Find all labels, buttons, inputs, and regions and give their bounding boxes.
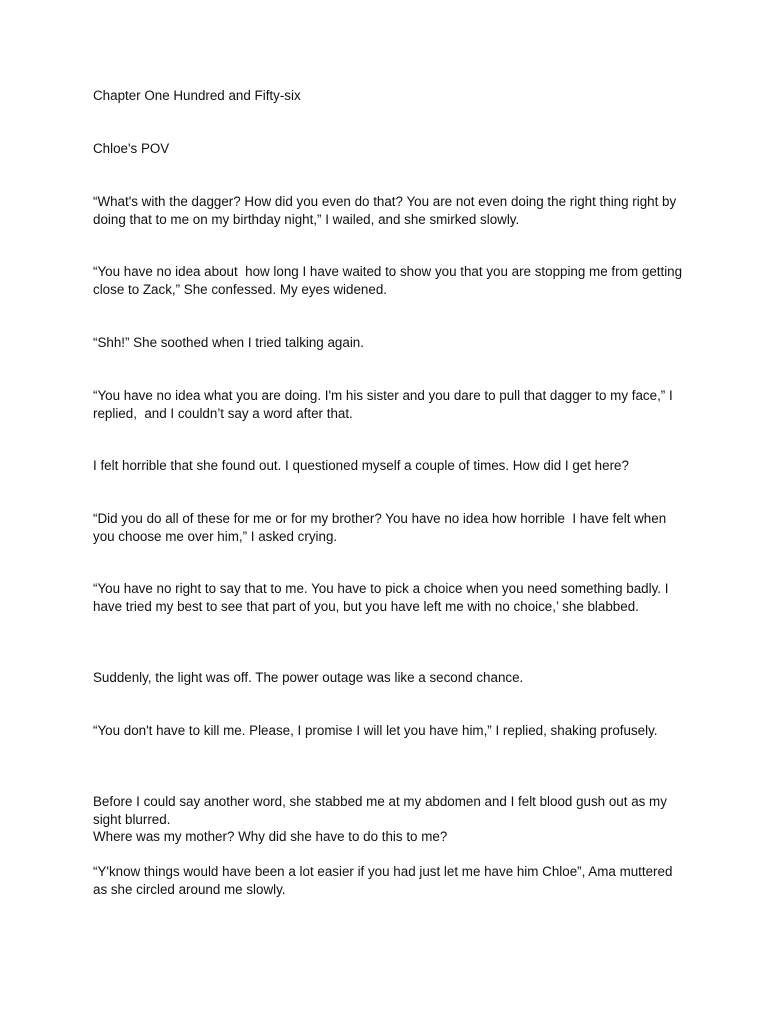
paragraph: “You have no right to say that to me. You have to pick a choice when you need something badly. I have tried my best to see that part of you, but you have left me with no choice,’ she blabbed. [93,581,673,614]
chapter-title: Chapter One Hundred and Fifty-six [93,88,301,103]
paragraph: “You have no idea about how long I have waited to show you that you are stopping me from getting close to Zack,” She confessed. My eyes widened. [93,264,686,297]
paragraph: “Did you do all of these for me or for my brother? You have no idea how horrible I have felt when you choose me over him,” I asked crying. [93,511,670,544]
paragraph: Suddenly, the light was off. The power outage was like a second chance. [93,670,524,685]
paragraph: I felt horrible that she found out. I questioned myself a couple of times. How did I get here? [93,458,629,473]
paragraph: “You have no idea what you are doing. I'm his sister and you dare to pull that dagger to my face,” I replied, and I couldn’t say a word after that. [93,388,677,421]
paragraph: “What's with the dagger? How did you even do that? You are not even doing the right thing right by doing that to me on my birthday night,” I wailed, and she smirked slowly. [93,194,680,227]
paragraph: “Y'know things would have been a lot easier if you had just let me have him Chloe”, Ama muttered as she circled around me slowly. [93,864,677,897]
paragraph: Where was my mother? Why did she have to do this to me? [93,829,448,844]
paragraph: “Shh!” She soothed when I tried talking again. [93,335,364,350]
paragraph: “You don't have to kill me. Please, I promise I will let you have him,” I replied, shaking profusely. [93,723,658,738]
paragraph: Before I could say another word, she stabbed me at my abdomen and I felt blood gush out as my sight blurred. [93,794,671,827]
pov-heading: Chloe's POV [93,141,170,156]
